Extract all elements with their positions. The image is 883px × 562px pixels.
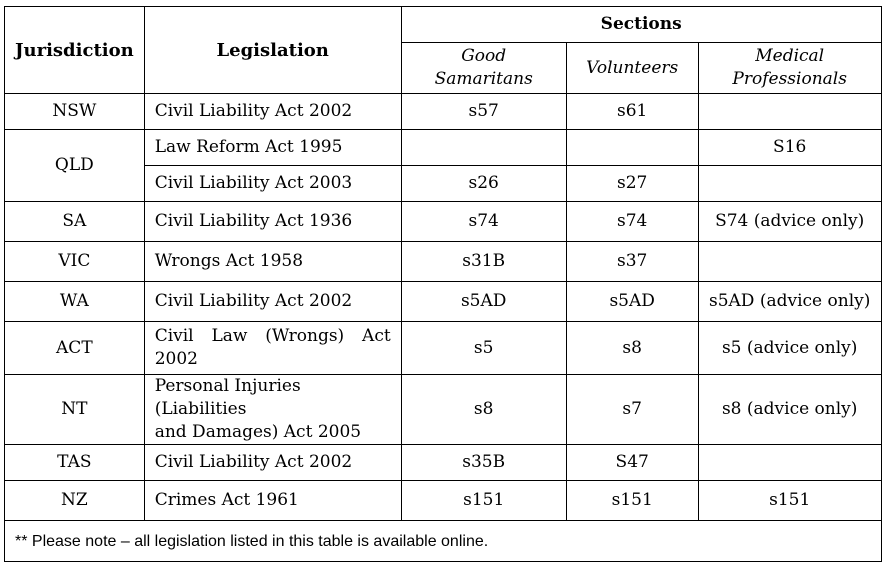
cell-volunteers: s151: [566, 481, 698, 521]
cell-jurisdiction: NSW: [5, 94, 145, 130]
cell-medical: s8 (advice only): [698, 375, 881, 445]
cell-jurisdiction: WA: [5, 282, 145, 322]
cell-jurisdiction: SA: [5, 202, 145, 242]
cell-good-samaritans: s26: [401, 166, 566, 202]
table-row: [5, 481, 882, 521]
header-legislation: Legislation: [144, 7, 401, 94]
cell-good-samaritans: [401, 130, 566, 166]
table-row: [5, 282, 882, 322]
cell-legislation: Civil Liability Act 2002: [144, 282, 401, 322]
cell-legislation: Civil Liability Act 2002: [144, 445, 401, 481]
cell-legislation: Civil Liability Act 2002: [144, 94, 401, 130]
cell-good-samaritans: s74: [401, 202, 566, 242]
cell-good-samaritans: s151: [401, 481, 566, 521]
cell-good-samaritans: s31B: [401, 242, 566, 282]
cell-medical: [698, 445, 881, 481]
cell-good-samaritans: s8: [401, 375, 566, 445]
header-medical-professionals: Medical Professionals: [698, 43, 881, 94]
cell-medical: s151: [698, 481, 881, 521]
cell-legislation: Law Reform Act 1995: [144, 130, 401, 166]
cell-good-samaritans: s57: [401, 94, 566, 130]
cell-jurisdiction: VIC: [5, 242, 145, 282]
cell-good-samaritans: s5: [401, 322, 566, 375]
cell-jurisdiction: NZ: [5, 481, 145, 521]
table-row: [5, 202, 882, 242]
header-row-1: [5, 7, 882, 43]
table-row: [5, 242, 882, 282]
cell-good-samaritans: s5AD: [401, 282, 566, 322]
cell-legislation-line: Personal Injuries (Liabilities: [154, 376, 301, 419]
cell-volunteers: s5AD: [566, 282, 698, 322]
cell-legislation: Civil Liability Act 1936: [144, 202, 401, 242]
table-row: [5, 94, 882, 130]
cell-volunteers: [566, 130, 698, 166]
cell-legislation: [144, 375, 401, 445]
cell-medical: [698, 94, 881, 130]
table-row: [5, 130, 882, 166]
header-sections: Sections: [401, 7, 881, 43]
cell-volunteers: s37: [566, 242, 698, 282]
cell-volunteers: s27: [566, 166, 698, 202]
table-row: [5, 322, 882, 375]
cell-jurisdiction: TAS: [5, 445, 145, 481]
table-row: [5, 445, 882, 481]
cell-legislation: Crimes Act 1961: [144, 481, 401, 521]
header-volunteers: Volunteers: [566, 43, 698, 94]
cell-jurisdiction: QLD: [5, 130, 145, 202]
cell-good-samaritans: s35B: [401, 445, 566, 481]
cell-legislation: Wrongs Act 1958: [144, 242, 401, 282]
cell-legislation: Civil Liability Act 2003: [144, 166, 401, 202]
cell-medical: s5AD (advice only): [698, 282, 881, 322]
cell-medical: s5 (advice only): [698, 322, 881, 375]
cell-medical: [698, 242, 881, 282]
cell-jurisdiction: NT: [5, 375, 145, 445]
cell-legislation-line: Civil Law (Wrongs) Act: [154, 326, 391, 346]
legislation-table-container: [4, 6, 882, 562]
footnote-row: [5, 521, 882, 562]
cell-volunteers: s7: [566, 375, 698, 445]
cell-volunteers: S47: [566, 445, 698, 481]
table-row: [5, 375, 882, 445]
cell-legislation: [144, 322, 401, 375]
cell-legislation-line: 2002: [154, 349, 198, 369]
header-jurisdiction: Jurisdiction: [5, 7, 145, 94]
cell-medical: [698, 166, 881, 202]
header-good-samaritans: Good Samaritans: [401, 43, 566, 94]
cell-jurisdiction: ACT: [5, 322, 145, 375]
cell-medical: S74 (advice only): [698, 202, 881, 242]
cell-legislation-line: and Damages) Act 2005: [154, 422, 362, 442]
cell-volunteers: s74: [566, 202, 698, 242]
legislation-table: [4, 6, 882, 562]
cell-medical: S16: [698, 130, 881, 166]
footnote: ** Please note – all legislation listed in this table is available online.: [5, 521, 882, 562]
cell-volunteers: s61: [566, 94, 698, 130]
cell-volunteers: s8: [566, 322, 698, 375]
